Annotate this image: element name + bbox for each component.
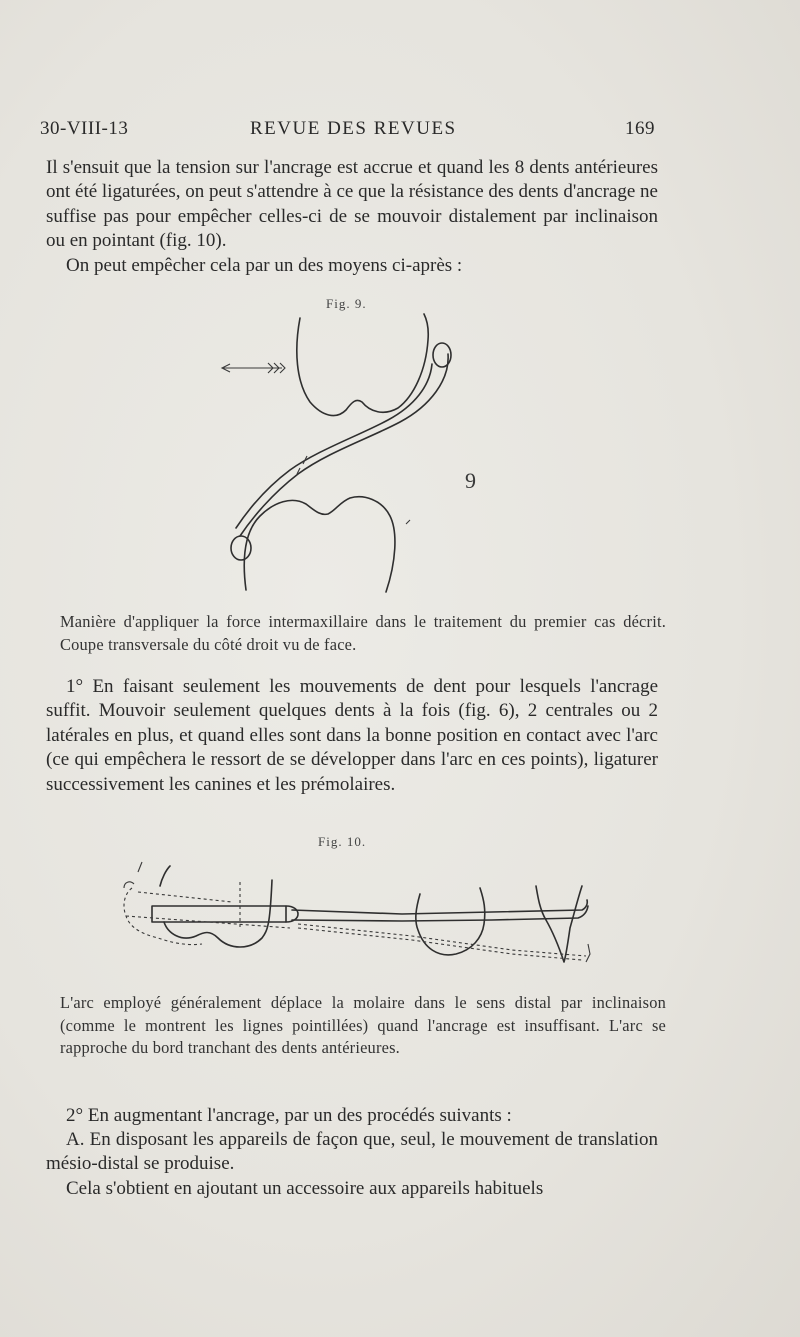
figure-10-caption: L'arc employé généralement déplace la molaire dans le sens distal par inclinaison (comme le montrent les lignes pointillées) quand l'ancrage est insuffisant. L'arc se rapproche du bord tranchant des dents antérieures. — [60, 993, 666, 1057]
incisor-crown — [536, 886, 582, 962]
upper-molar-outline — [297, 314, 428, 416]
lower-hook-ring — [231, 536, 251, 560]
header-journal-title: REVUE DES REVUES — [250, 118, 457, 139]
paragraph-accessory: Cela s'obtient en ajoutant un accessoire aux appareils habituels — [66, 1178, 544, 1199]
figure-9-label: Fig. 9. — [326, 296, 367, 311]
page-number: 169 — [625, 118, 655, 139]
lower-molar-outline — [244, 497, 395, 592]
figure-10-label: Fig. 10. — [318, 834, 367, 849]
arrow-left-icon — [222, 363, 285, 373]
figure-10-illustration — [112, 858, 602, 978]
figure-9-number: 9 — [465, 468, 476, 493]
paragraph-means-intro: On peut empêcher cela par un des moyens ci-après : — [66, 255, 463, 276]
running-header — [40, 118, 655, 144]
tilted-molar-dashed — [124, 888, 290, 945]
paragraph-method-2: 2° En augmentant l'ancrage, par un des procédés suivants : — [66, 1105, 512, 1126]
header-issue-date: 30-VIII-13 — [40, 118, 129, 139]
intermaxillary-elastic — [240, 354, 448, 536]
paragraph-method-2a: A. En disposant les appareils de façon que, seul, le mouvement de translation mésio-distal se produise. — [46, 1129, 658, 1175]
figure-9-caption: Manière d'appliquer la force intermaxillaire dans le traitement du premier cas décrit. Coupe transversale du côté droit vu de face. — [60, 612, 666, 654]
molar-tube — [152, 906, 286, 922]
deflection-dashed-line — [298, 924, 586, 956]
paragraph-anchorage-tension: Il s'ensuit que la tension sur l'ancrage est accrue et quand les 8 dents antérieures ont été ligaturées, on peut s'attendre à ce que la résistance des dents d'ancrage ne suffise pas pour empêcher celles-ci de se mouvoir distalement par inclinaison ou en pointant (fig. 10). — [46, 157, 658, 252]
paragraph-method-1: 1° En faisant seulement les mouvements de dent pour lesquels l'ancrage suffit. Mouvoir seulement quelques dents à la fois (fig. 6), 2 centrales ou 2 latérales en plus, et quand elles sont dans la bonne position en contact avec l'arc (ce qui empêchera le ressort de se développer dans l'arc en ces points), ligaturer successivement les canines et les prémolaires. — [46, 676, 658, 795]
arch-wire — [292, 900, 587, 914]
figure-9-illustration — [200, 310, 500, 610]
